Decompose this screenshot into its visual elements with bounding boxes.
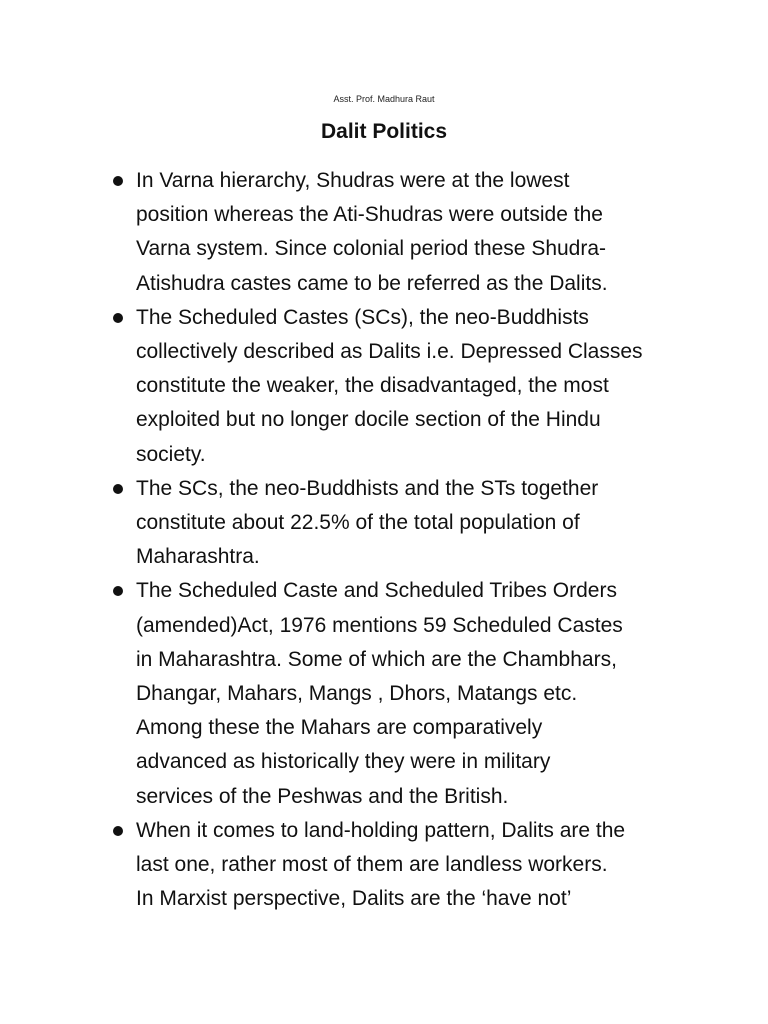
bullet-line: Among these the Mahars are comparatively <box>136 716 543 740</box>
bullet-line: constitute the weaker, the disadvantaged, the most <box>136 374 609 398</box>
bullet-line: In Marxist perspective, Dalits are the ‘have not’ <box>136 887 572 911</box>
bullet-dot-icon <box>113 484 123 494</box>
bullet-item-varna <box>110 164 700 301</box>
bullet-dot-icon <box>113 826 123 836</box>
bullet-item-scheduled-castes <box>110 301 700 472</box>
bullet-line: constitute about 22.5% of the total population of <box>136 511 580 535</box>
bullet-line: Atishudra castes came to be referred as the Dalits. <box>136 271 608 295</box>
bullet-dot-icon <box>113 176 123 186</box>
bullet-line: advanced as historically they were in military <box>136 750 551 774</box>
bullet-list <box>110 164 700 916</box>
bullet-item-land-holding <box>110 814 700 917</box>
bullet-line: exploited but no longer docile section of the Hindu <box>136 408 601 432</box>
bullet-line: last one, rather most of them are landless workers. <box>136 853 608 877</box>
bullet-line: society. <box>136 442 206 466</box>
bullet-line: collectively described as Dalits i.e. Depressed Classes <box>136 340 643 364</box>
bullet-line: Maharashtra. <box>136 545 260 569</box>
bullet-line: In Varna hierarchy, Shudras were at the lowest <box>136 169 570 192</box>
author-header: Asst. Prof. Madhura Raut <box>333 94 435 104</box>
bullet-line: services of the Peshwas and the British. <box>136 784 509 808</box>
bullet-line: Dhangar, Mahars, Mangs , Dhors, Matangs etc. <box>136 682 578 706</box>
page-title: Dalit Politics <box>320 120 448 143</box>
bullet-item-population <box>110 472 700 575</box>
bullet-line: The SCs, the neo-Buddhists and the STs together <box>136 476 599 500</box>
bullet-dot-icon <box>113 313 123 323</box>
bullet-line: in Maharashtra. Some of which are the Chambhars, <box>136 647 617 671</box>
bullet-line: When it comes to land-holding pattern, Dalits are the <box>136 818 626 842</box>
bullet-item-orders-act <box>110 574 700 813</box>
bullet-line: position whereas the Ati-Shudras were outside the <box>136 203 603 227</box>
bullet-line: The Scheduled Castes (SCs), the neo-Buddhists <box>136 305 589 329</box>
bullet-dot-icon <box>113 586 123 596</box>
bullet-line: The Scheduled Caste and Scheduled Tribes Orders <box>136 579 617 603</box>
bullet-line: Varna system. Since colonial period these Shudra- <box>136 237 607 261</box>
bullet-line: (amended)Act, 1976 mentions 59 Scheduled Castes <box>136 613 623 637</box>
